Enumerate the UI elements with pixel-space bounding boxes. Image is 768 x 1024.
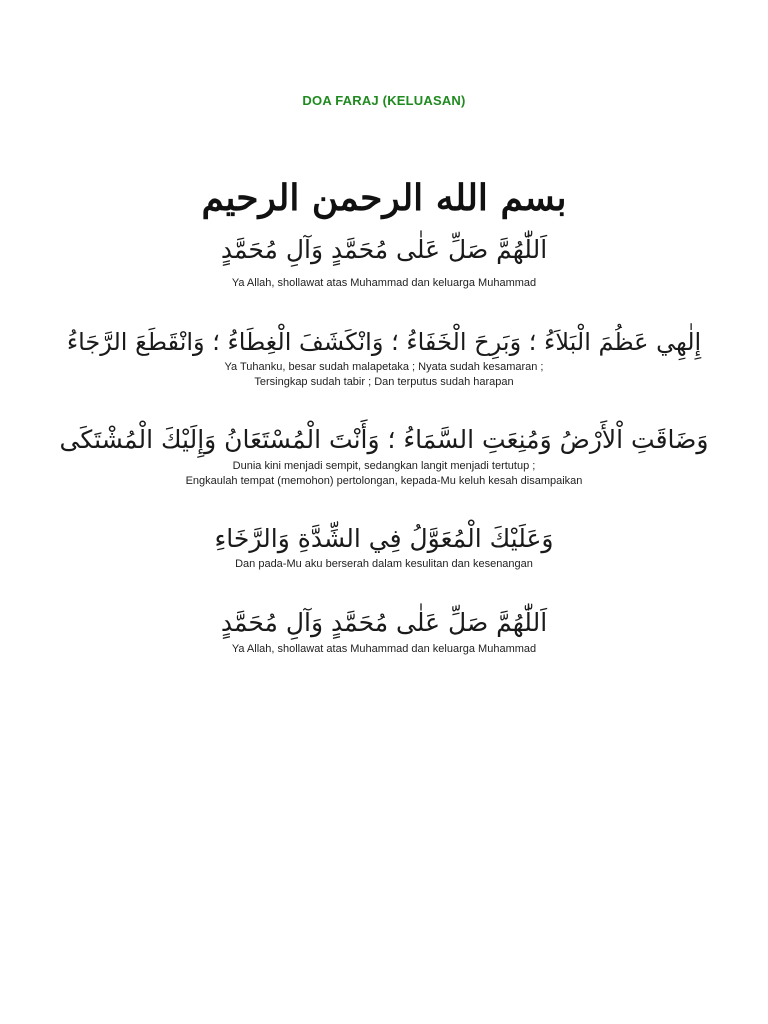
verse-4-translation-line-1: Dan pada-Mu aku berserah dalam kesulitan dan kesenangan — [235, 558, 533, 570]
page-title: DOA FARAJ (KELUASAN) — [302, 93, 466, 108]
verse-1-arabic: اَللّٰهُمَّ صَلِّ عَلٰى مُحَمَّدٍ وَآلِ مُحَمَّدٍ — [220, 235, 548, 264]
verse-2-translation-line-2: Tersingkap sudah tabir ; Dan terputus sudah harapan — [254, 376, 514, 388]
verse-1-translation-line-1: Ya Allah, shollawat atas Muhammad dan keluarga Muhammad — [231, 277, 537, 289]
verse-2-arabic: إِلٰهِي عَظُمَ الْبَلاَءُ ؛ وَبَرِحَ الْخَفَاءُ ؛ وَانْكَشَفَ الْغِطَاءُ ؛ وَانْقَطَعَ الرَّجَاءُ — [66, 328, 702, 356]
verse-5-translation-line-1: Ya Allah, shollawat atas Muhammad dan keluarga Muhammad — [231, 643, 537, 655]
verse-2-translation-line-1: Ya Tuhanku, besar sudah malapetaka ; Nyata sudah kesamaran ; — [224, 361, 544, 373]
verse-3-translation-line-2: Engkaulah tempat (memohon) pertolongan, kepada-Mu keluh kesah disampaikan — [185, 475, 583, 487]
basmalah-calligraphy: بسم الله الرحمن الرحيم — [201, 177, 567, 219]
verse-5-arabic: اَللّٰهُمَّ صَلِّ عَلٰى مُحَمَّدٍ وَآلِ مُحَمَّدٍ — [220, 608, 548, 637]
verse-4-arabic: وَعَلَيْكَ الْمُعَوَّلُ فِي الشِّدَّةِ وَالرَّخَاءِ — [214, 524, 554, 553]
verse-3-arabic: وَضَاقَتِ اْلأَرْضُ وَمُنِعَتِ السَّمَاءُ ؛ وَأَنْتَ الْمُسْتَعَانُ وَإِلَيْكَ الْمُشْتَكَى — [59, 425, 709, 454]
verse-3-translation-line-1: Dunia kini menjadi sempit, sedangkan langit menjadi tertutup ; — [232, 460, 536, 472]
